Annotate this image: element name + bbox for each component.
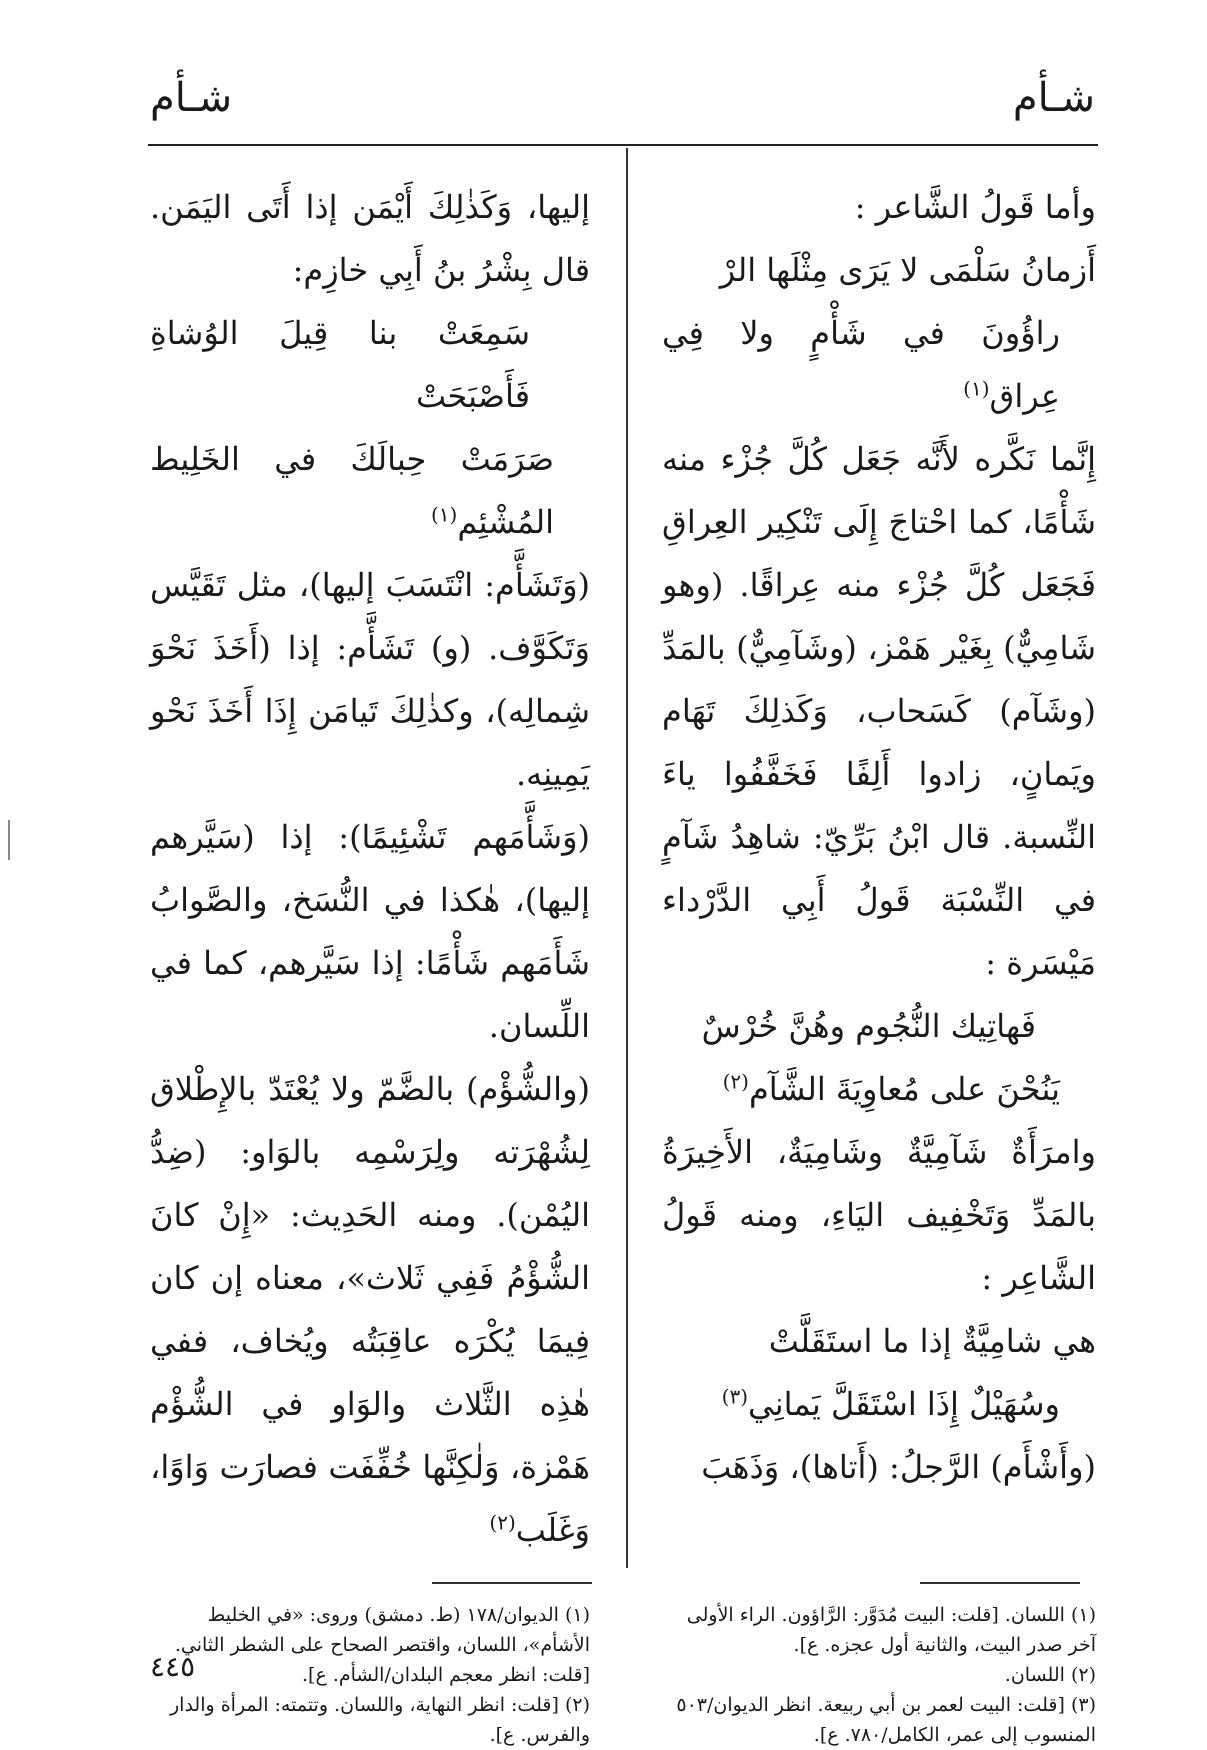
footnote-mark: (٣)	[721, 1384, 749, 1409]
footnote-mark: (١)	[963, 376, 990, 401]
footnote-mark: (٢)	[722, 1069, 749, 1094]
running-header-right: شـأم	[1012, 75, 1095, 121]
text-line: (وأَشْأَم) الرَّجلُ: (أَتاها)، وَذَهَبَ	[701, 1448, 1096, 1486]
page-number: ٤٤٥	[150, 1650, 196, 1683]
paragraph: (وَتَشَأَّم: انْتَسَبَ إليها)، مثل تَقَيَّس وَتَكَوَّف. (و) تَشَأَّم: إذا (أَخَذَ نَحْوَ شِمالِه)، وكذٰلِكَ تَيامَن إِذَا أَخَذَ نَحْو يَمِينِه.	[150, 566, 590, 793]
header-rule	[148, 144, 1098, 146]
footnote: (١) اللسان. [قلت: البيت مُدَوَّر: الرَّاؤون. الراء الأولى آخر صدر البيت، والثانية أول عجزه. ع].	[686, 1604, 1096, 1656]
paragraph: (والشُّؤْم) بالضَّمّ ولا يُعْتَدّ بالإِطْلاق لِشُهْرَته ولِرَسْمِه بالوَاو: (ضِدُّ اليُمْن). ومنه الحَدِيث: «إِنْ كانَ الشُّؤْمُ فَفِي ثَلاث»، معناه إن كان فِيمَا يُكْرَه عاقِبَتُه ويُخاف، ففي هٰذِه الثَّلاث والوَاو في الشُّؤْم هَمْزة، وَلٰكِنَّها خُفِّفَت فصارَت وَاوًا، وَغَلَب$^{(٢)}$	[150, 1070, 590, 1549]
footnote: (١) الديوان/١٧٨ (ط. دمشق) وروى: «في الخليط الأشأم»، اللسان، واقتصر الصحاح على الشطر الثاني. [قلت: انظر معجم البلدان/الشأم. ع].	[174, 1604, 590, 1686]
footnote-rule-right	[920, 1582, 1080, 1584]
column-divider	[626, 148, 628, 1568]
verse-line: فَهاتِيك النُّجُوم وهُنَّ خُرْسٌ	[701, 1007, 1036, 1045]
verse-line: أَزمانُ سَلْمَى لا يَرَى مِثْلَها الرْ	[719, 251, 1096, 289]
paragraph: وامرَأَةٌ شَآمِيَّةٌ وشَامِيَةٌ، الأَخِيرَةُ بالمَدِّ وَتَخْفِيف اليَاءِ، ومنه قَولُ الشَّاعِر :	[662, 1133, 1096, 1297]
footnote-mark: (٢)	[489, 1510, 516, 1535]
margin-mark	[8, 820, 10, 860]
paragraph: إِنَّما نَكَّره لأَنَّه جَعَل كُلَّ جُزْء منه شَأْمًا، كما احْتاجَ إِلَى تَنْكِير العِراقِ فَجَعَل كُلَّ جُزْء منه عِراقًا. (وهو شَامِيٌّ) بِغَيْر هَمْز، (وشَآمِيٌّ) بالمَدِّ (وشَآم) كَسَحاب، وَكَذلِكَ تَهَام ويَمانٍ، زادوا أَلِفًا فَخَفَّفُوا ياءَ النِّسبة. قال ابْنُ بَرِّيّ: شاهِدُ شَآمٍ في النِّسْبَة قَولُ أَبِي الدَّرْداء مَيْسَرة :	[662, 440, 1096, 982]
footnotes-right	[662, 1600, 1096, 1750]
verse-line: صَرَمَتْ حِبالَكَ في الخَلِيط المُشْئِم$^{(١)}$	[150, 440, 554, 541]
verse-line: هي شامِيَّةٌ إذا ما استَقَلَّتْ	[768, 1322, 1096, 1360]
paragraph: إليها، وَكَذٰلِكَ أَيْمَن إذا أَتَى اليَمَن. قال بِشْرُ بنُ أَبِي خازِم:	[150, 188, 590, 289]
verse-line: وسُهَيْلٌ إِذَا اسْتَقَلَّ يَمانِي$^{(٣)}$	[721, 1384, 1060, 1423]
text-line: وأما قَولُ الشَّاعر :	[854, 188, 1096, 226]
left-column	[150, 176, 590, 1562]
footnote-mark: (١)	[430, 502, 458, 527]
verse-line: سَمِعَتْ بنا قِيلَ الوُشاةِ فَأَصْبَحَتْ	[150, 314, 530, 415]
right-column	[662, 176, 1096, 1499]
footnote-rule-left	[432, 1582, 592, 1584]
paragraph: (وَشَأَّمَهم تَشْئِيمًا): إذا (سَيَّرهم إليها)، هٰكذا في النُّسَخ، والصَّوابُ شَأَمَهم شَأْمًا: إذا سَيَّرهم، كما في اللِّسان.	[150, 818, 590, 1045]
running-header-left: شـأم	[150, 75, 233, 121]
footnote: (٢) اللسان.	[1004, 1664, 1096, 1686]
verse-line: راؤُونَ في شَأْمٍ ولا فِي عِراق$^{(١)}$	[662, 314, 1060, 415]
footnotes-left	[150, 1600, 590, 1750]
footnote: (٢) [قلت: انظر النهاية، واللسان. وتتمته: المرأة والدار والفرس. ع].	[170, 1694, 590, 1746]
verse-line: يَنُحْنَ على مُعاوِيَةَ الشَّآم$^{(٢)}$	[722, 1069, 1060, 1108]
footnote: (٣) [قلت: البيت لعمر بن أبي ربيعة. انظر الديوان/٥٠٣ المنسوب إلى عمر، الكامل/٧٨٠. ع].	[676, 1694, 1096, 1746]
